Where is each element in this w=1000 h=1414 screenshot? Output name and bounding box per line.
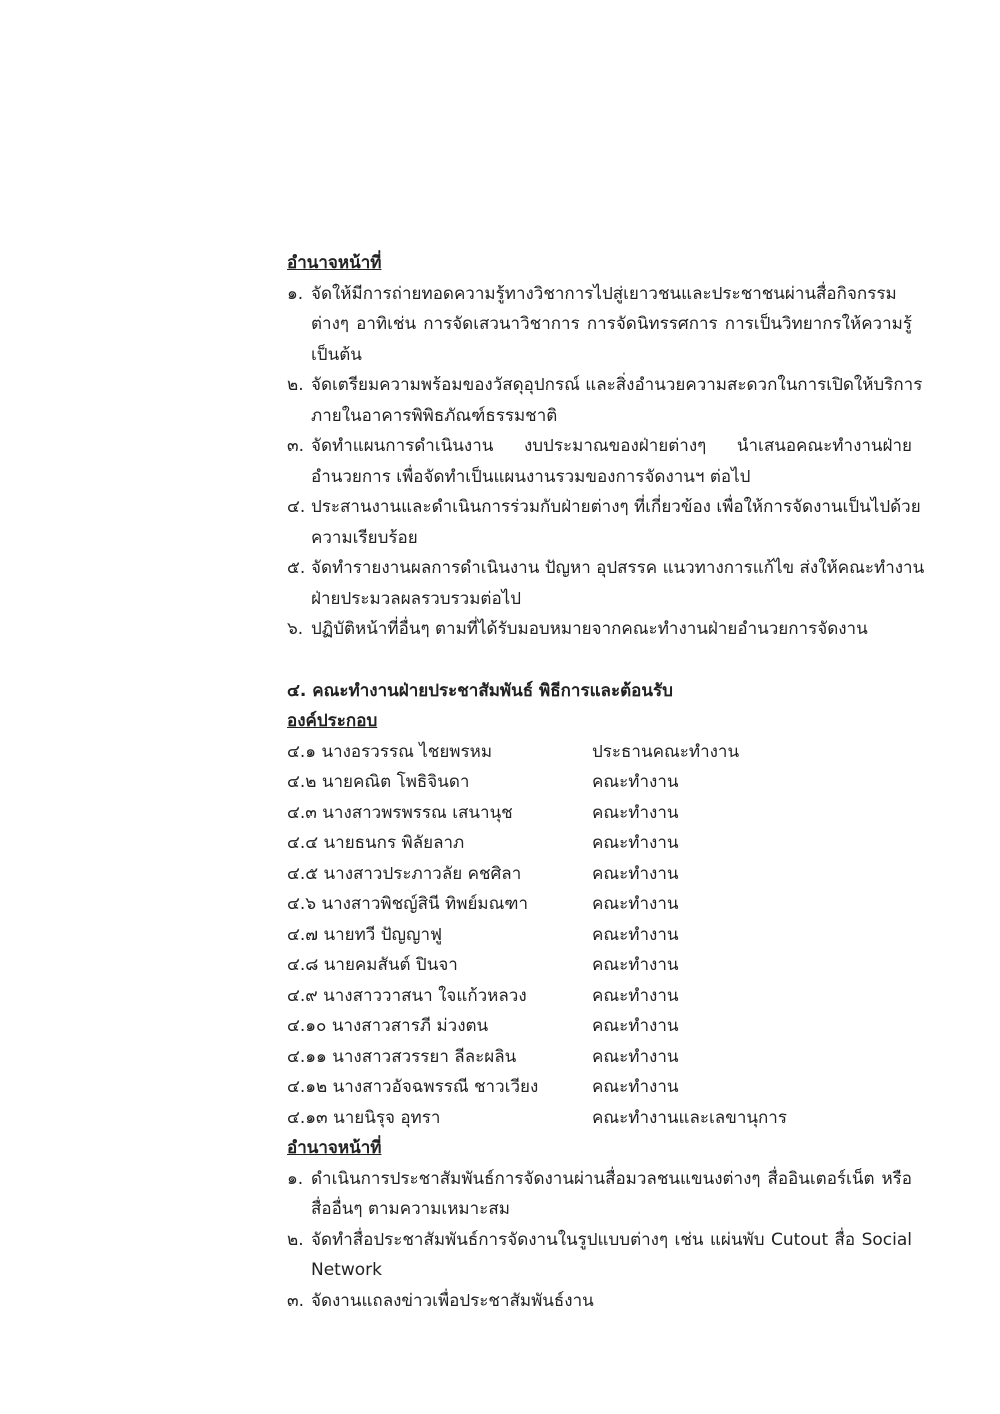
member-role: คณะทำงาน xyxy=(592,772,679,792)
member-role: คณะทำงาน xyxy=(592,1077,679,1097)
member-row xyxy=(287,1042,912,1073)
member-row xyxy=(287,798,912,829)
member-role: คณะทำงาน xyxy=(592,802,679,823)
item-text: ดำเนินการประชาสัมพันธ์การจัดงานผ่านสื่อมวลชนแขนงต่างๆ สื่ออินเตอร์เน็ต หรือ xyxy=(311,1168,912,1189)
item-number: ๓. xyxy=(287,1290,305,1311)
list-item xyxy=(287,1164,912,1225)
member-row xyxy=(287,981,912,1012)
list-item xyxy=(287,431,912,492)
member-role: ประธานคณะทำงาน xyxy=(592,741,740,762)
list-item xyxy=(287,553,925,614)
composition-heading: องค์ประกอบ xyxy=(287,711,378,731)
document-page xyxy=(287,248,925,1316)
item-number: ๑. xyxy=(287,1168,304,1189)
item-text-continued: สื่ออื่นๆ ตามความเหมาะสม xyxy=(311,1199,510,1219)
list-item xyxy=(287,614,912,645)
item-text-continued: ภายในอาคารพิพิธภัณฑ์ธรรมชาติ xyxy=(311,405,558,426)
member-row xyxy=(287,1072,912,1103)
member-role: คณะทำงาน xyxy=(592,894,679,914)
member-name: ๔.๗ นายทวี ปัญญาฟู xyxy=(287,924,443,945)
list-item xyxy=(287,370,923,431)
member-row xyxy=(287,950,912,981)
member-name: ๔.๑๓ นายนิรุจ อุทรา xyxy=(287,1107,441,1128)
member-name: ๔.๕ นางสาวประภาวลัย คชศิลา xyxy=(287,863,522,884)
member-row xyxy=(287,828,912,859)
duties-list-2 xyxy=(287,1164,912,1317)
member-list xyxy=(287,737,912,1134)
member-row xyxy=(287,859,912,890)
member-row xyxy=(287,920,912,951)
item-number: ๑. xyxy=(287,283,304,304)
item-text: จัดงานแถลงข่าวเพื่อประชาสัมพันธ์งาน xyxy=(311,1290,594,1311)
item-text: จัดทำแผนการดำเนินงาน งบประมาณของฝ่ายต่างๆ นำเสนอคณะทำงานฝ่าย xyxy=(311,436,912,456)
member-role: คณะทำงาน xyxy=(592,955,679,975)
item-number: ๕. xyxy=(287,558,306,578)
member-row xyxy=(287,1011,912,1042)
list-item xyxy=(287,1286,912,1317)
member-name: ๔.๘ นายคมสันต์ ปินจา xyxy=(287,955,458,975)
member-row xyxy=(287,889,912,920)
item-text: จัดทำสื่อประชาสัมพันธ์การจัดงานในรูปแบบต่างๆ เช่น แผ่นพับ Cutout สื่อ Social xyxy=(311,1229,912,1250)
item-text-continued: ความเรียบร้อย xyxy=(311,527,418,548)
item-number: ๒. xyxy=(287,1229,304,1250)
item-text-continued: เป็นต้น xyxy=(311,344,362,365)
member-name: ๔.๔ นายธนกร พิลัยลาภ xyxy=(287,833,465,853)
list-item xyxy=(287,1225,912,1286)
item-text-continued: อำนวยการ เพื่อจัดทำเป็นแผนงานรวมของการจัดงานฯ ต่อไป xyxy=(311,466,751,487)
item-text-continued: Network xyxy=(311,1260,382,1280)
duties-heading: อำนาจหน้าที่ xyxy=(287,253,382,273)
member-row xyxy=(287,767,912,798)
member-name: ๔.๖ นางสาวพิชญ์สินี ทิพย์มณฑา xyxy=(287,894,529,914)
duties-list xyxy=(287,279,925,645)
member-role: คณะทำงาน xyxy=(592,924,679,945)
member-role: คณะทำงาน xyxy=(592,985,679,1006)
member-name: ๔.๓ นางสาวพรพรรณ เสนานุช xyxy=(287,802,513,823)
item-text: ปฏิบัติหน้าที่อื่นๆ ตามที่ได้รับมอบหมายจากคณะทำงานฝ่ายอำนวยการจัดงาน xyxy=(311,619,868,639)
member-role: คณะทำงานและเลขานุการ xyxy=(592,1107,787,1128)
item-text: ประสานงานและดำเนินการร่วมกับฝ่ายต่างๆ ที่เกี่ยวข้อง เพื่อให้การจัดงานเป็นไปด้วย xyxy=(311,497,921,517)
member-role: คณะทำงาน xyxy=(592,1016,679,1036)
member-row xyxy=(287,1103,912,1134)
member-name: ๔.๑๑ นางสาวสวรรยา ลีละผลิน xyxy=(287,1046,517,1067)
item-text-continued: ฝ่ายประมวลผลรวบรวมต่อไป xyxy=(311,588,522,609)
item-text: จัดทำรายงานผลการดำเนินงาน ปัญหา อุปสรรค แนวทางการแก้ไข ส่งให้คณะทำงาน xyxy=(311,558,925,578)
member-name: ๔.๑๒ นางสาวอัจฉพรรณี ชาวเวียง xyxy=(287,1077,539,1097)
item-text-continued: ต่างๆ อาทิเช่น การจัดเสวนาวิชาการ การจัดนิทรรศการ การเป็นวิทยากรให้ความรู้ xyxy=(311,314,912,334)
member-name: ๔.๒ นายคณิต โพธิจินดา xyxy=(287,772,470,792)
member-role: คณะทำงาน xyxy=(592,863,679,884)
item-text: จัดให้มีการถ่ายทอดความรู้ทางวิชาการไปสู่เยาวชนและประชาชนผ่านสื่อกิจกรรม xyxy=(311,283,897,304)
member-role: คณะทำงาน xyxy=(592,1046,679,1067)
item-text: จัดเตรียมความพร้อมของวัสดุอุปกรณ์ และสิ่งอำนวยความสะดวกในการเปิดให้บริการ xyxy=(311,375,923,395)
member-name: ๔.๑๐ นางสาวสารภี ม่วงตน xyxy=(287,1016,489,1036)
member-role: คณะทำงาน xyxy=(592,833,679,853)
member-row xyxy=(287,737,912,768)
item-number: ๓. xyxy=(287,436,305,456)
item-number: ๔. xyxy=(287,497,306,517)
list-item xyxy=(287,492,921,553)
duties-heading-2: อำนาจหน้าที่ xyxy=(287,1138,382,1158)
member-name: ๔.๑ นางอรวรรณ ไชยพรหม xyxy=(287,741,493,762)
item-number: ๒. xyxy=(287,375,304,395)
member-name: ๔.๙ นางสาววาสนา ใจแก้วหลวง xyxy=(287,985,527,1006)
item-number: ๖. xyxy=(287,619,304,639)
list-item xyxy=(287,279,912,371)
section-title: ๔. คณะทำงานฝ่ายประชาสัมพันธ์ พิธีการและต้อนรับ xyxy=(287,680,673,701)
